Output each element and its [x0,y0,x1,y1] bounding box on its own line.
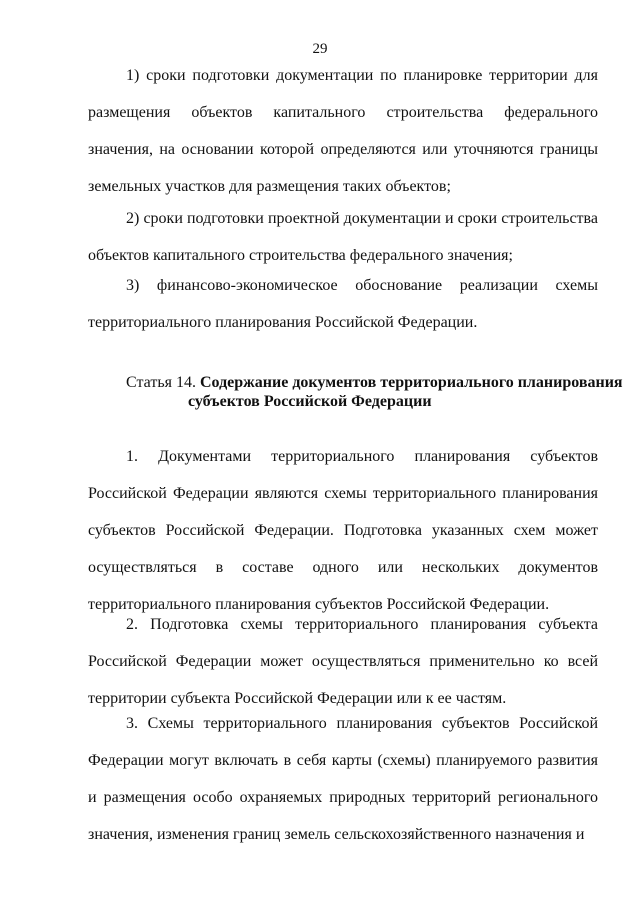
paragraph-item-3: 3) финансово-экономическое обоснование реализации схемы территориального планирования Российской Федерации. [88,277,598,331]
article-label: Статья 14. [126,374,196,391]
article-title-line-2: субъектов Российской Федерации [188,393,432,410]
article-paragraph-3: 3. Схемы территориального планирования субъектов Российской Федерации могут включать в себя карты (схемы) планируемого развития и размещения особо охраняемых природных территорий регионального значения, изменения границ земель сельскохозяйственного назначения и [88,715,598,843]
article-paragraph-1: 1. Документами территориального планирования субъектов Российской Федерации являются схемы территориального планирования субъектов Российской Федерации. Подготовка указанных схем может осуществляться в составе одного или нескольких документов территориального планирования субъектов Российской Федерации. [88,448,598,613]
article-title-line-1: Содержание документов территориального планирования [199,374,623,391]
article-paragraph-2: 2. Подготовка схемы территориального планирования субъекта Российской Федерации может осуществляться применительно ко всей территории субъекта Российской Федерации или к ее частям. [88,616,598,707]
article-heading-line-1 [126,373,623,392]
paragraph-item-2: 2) сроки подготовки проектной документации и сроки строительства объектов капитального строительства федерального значения; [88,210,598,264]
page-number: 29 [312,41,328,57]
article-heading [126,373,623,411]
paragraph-item-1: 1) сроки подготовки документации по планировке территории для размещения объектов капитального строительства федерального значения, на основании которой определяются или уточняются границы земельных участков для размещения таких объектов; [88,67,598,195]
